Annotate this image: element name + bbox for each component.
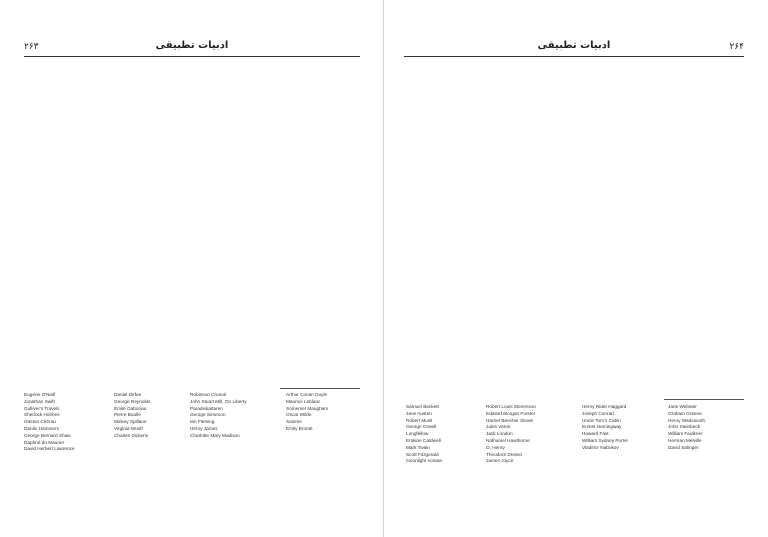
footnote: Theodore Dreiser (486, 451, 523, 457)
footnote-column (286, 392, 364, 453)
footnote: Mark Twain (406, 444, 430, 450)
footnote: John Steinbeck (668, 424, 701, 430)
footnote: Jules Verne (486, 424, 511, 430)
footnote-column (406, 404, 486, 465)
right-page-header (404, 40, 744, 54)
footnote: Oscar Wilde (286, 412, 312, 418)
footnotes (24, 392, 364, 453)
footnote: Jonathan Swift (24, 398, 55, 404)
footnote: Ernest Hemingway (582, 424, 622, 430)
footnote: Salomé (286, 419, 302, 425)
footnote: Edward Morgan Forster (486, 410, 536, 416)
footnote: Eugene O'Neill (24, 392, 56, 397)
footnote: Jack London (486, 431, 513, 437)
footnote: Henry James (190, 425, 218, 431)
footnote: Charles Dickens (114, 432, 149, 438)
footnote: Howard Fast (582, 431, 609, 437)
footnote-column (114, 392, 190, 453)
footnote: Daniel Defoe (114, 392, 142, 397)
footnote-rule (664, 399, 744, 400)
footnote: Uncle Tom's Cabin (582, 417, 621, 423)
footnote: Daphné du Maurier (24, 439, 65, 445)
footnote: Maurice Leblanc (286, 398, 321, 404)
footnote: Henry Rider Haggard (582, 404, 627, 409)
footnote: Vladimir Nabokov (582, 444, 619, 450)
footnote: Robert Musil (406, 417, 433, 423)
footnote: George Reynolds (114, 398, 151, 404)
footnotes (406, 404, 746, 465)
footnote: Ian Fleming (190, 419, 215, 425)
footnote: Mickey Spillane (114, 419, 147, 425)
footnote: Samuel Beckett (406, 404, 439, 409)
footnote-column (582, 404, 668, 465)
footnote: Arthur Conan Doyle (286, 392, 328, 397)
footnote: Nathaniel Hawthorne (486, 437, 530, 443)
footnote: George Simenon (190, 412, 226, 418)
footnote: Emily Brontë (286, 425, 313, 431)
footnote: O. Henry (486, 444, 505, 450)
header-rule (24, 56, 360, 57)
footnote: Harriet Beecher Stowe (486, 417, 534, 423)
running-title: ادبیات تطبیقی (537, 40, 611, 51)
footnote: Gaston Chérau (24, 419, 56, 425)
footnote: Herman Melville (668, 437, 702, 443)
right-page (384, 0, 768, 537)
footnote: Sherlock Holmes (24, 412, 60, 418)
footnote: moonlight sonata (406, 458, 442, 464)
footnote-rule (280, 388, 360, 389)
footnote: Erskine Caldwell (406, 437, 441, 443)
footnote: Virginia Woolf (114, 425, 143, 431)
footnote: Jane Austen (406, 410, 432, 416)
running-title: ادبیات تطبیقی (155, 40, 229, 51)
footnote-column (486, 404, 582, 465)
header-rule (404, 56, 744, 57)
page-number: ۲۶۳ (24, 42, 39, 52)
footnote: Gulliver's Travels (24, 405, 60, 411)
footnote: William Sydney Porter (582, 437, 629, 443)
footnote: Henry Wadsworth (668, 417, 706, 423)
footnote: Longfellow (406, 431, 429, 437)
footnote: Charlotte Mary Madison (190, 432, 240, 438)
footnote: Robinson Crusoé (190, 392, 227, 397)
footnote: Graham Greene (668, 410, 702, 416)
footnote: Robert Louis Stevenson (486, 404, 537, 409)
footnote: George Bernard Shaw (24, 432, 71, 438)
footnote: George Orwell (406, 424, 437, 430)
footnote: David Herbert Lawrence (24, 446, 75, 452)
footnote-column (24, 392, 114, 453)
footnote: John Stuart Mill, On Liberty (190, 398, 247, 404)
footnote-column (668, 404, 746, 465)
footnote: Somerset Maugham (286, 405, 329, 411)
footnote: Pierre Boulle (114, 412, 141, 418)
footnote: James Joyce (486, 458, 514, 464)
footnote: Jane Webster (668, 404, 697, 409)
footnote: Joseph Conrad (582, 410, 614, 416)
footnote: Émile Gaboriau (114, 405, 147, 411)
footnote: Scott Fitzgerald (406, 451, 439, 457)
page-number: ۲۶۴ (729, 42, 744, 52)
footnote: David Salinger (668, 444, 699, 450)
footnote: Paradiskattaren (190, 405, 223, 411)
left-page-header (24, 40, 360, 54)
footnote: Danilo Hammers (24, 425, 59, 431)
footnote: William Faulkner (668, 431, 703, 437)
footnote-column (190, 392, 286, 453)
